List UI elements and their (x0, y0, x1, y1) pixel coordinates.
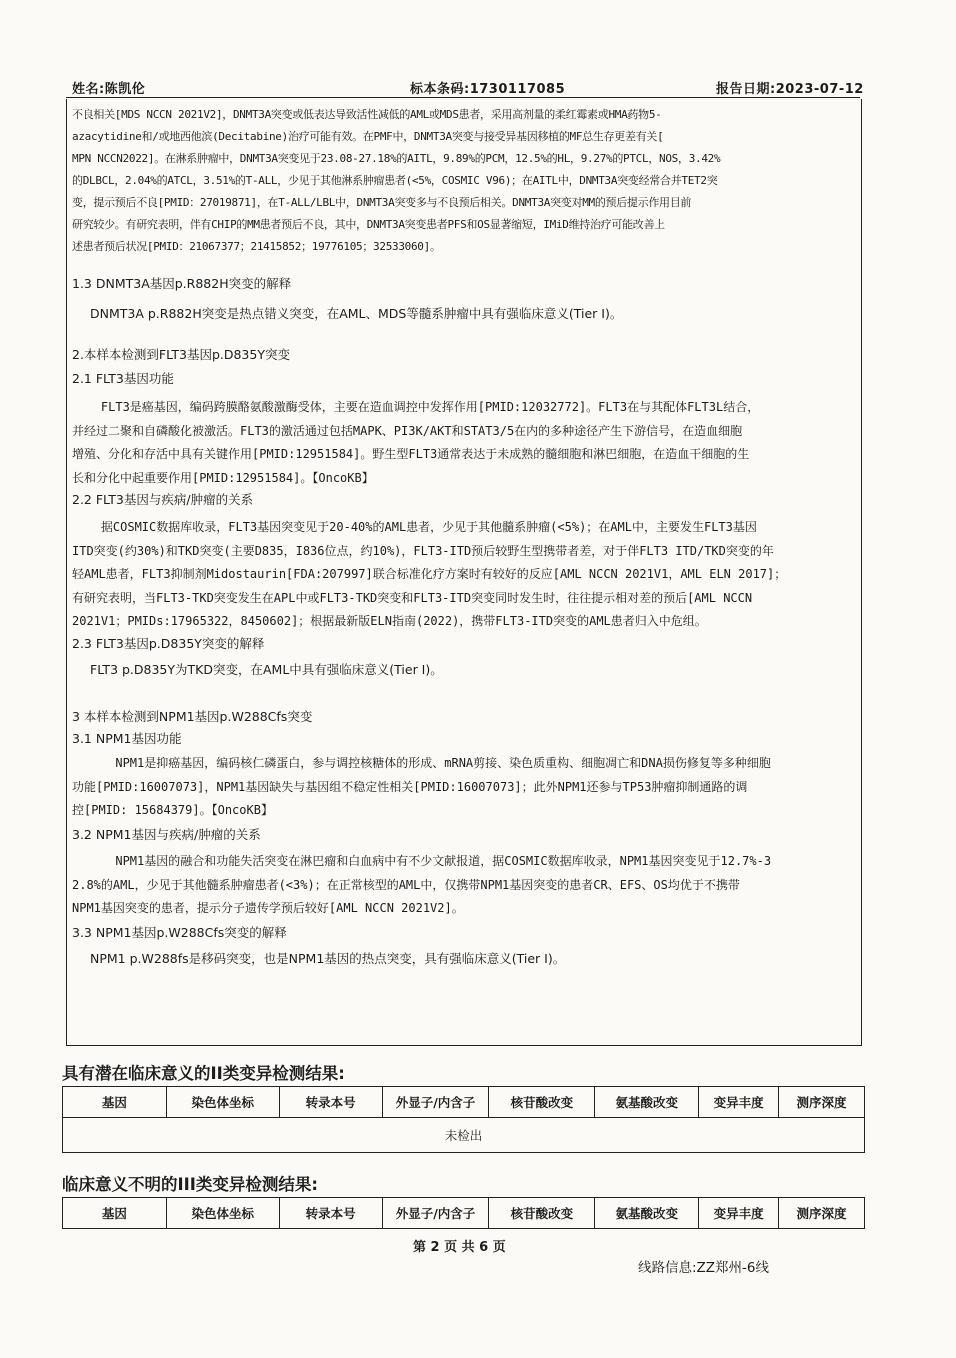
header-rule (66, 97, 860, 98)
col-nucleotide-change: 核苷酸改变 (489, 1087, 595, 1118)
col-vaf: 变异丰度 (699, 1198, 779, 1229)
class-iii-variants-table (62, 1197, 865, 1229)
col-aa-change: 氨基酸改变 (595, 1198, 699, 1229)
section-3-title: 3 本样本检测到NPM1基因p.W288Cfs突变 (72, 709, 313, 724)
class-ii-variants-table (62, 1086, 865, 1153)
col-gene: 基因 (63, 1198, 167, 1229)
section-2-title: 2.本样本检测到FLT3基因p.D835Y突变 (72, 347, 290, 362)
section-3-2-title: 3.2 NPM1基因与疾病/肿瘤的关系 (72, 827, 261, 842)
class-ii-variants-title: 具有潜在临床意义的II类变异检测结果: (62, 1064, 345, 1083)
col-depth: 测序深度 (779, 1087, 865, 1118)
report-date: 报告日期:2023-07-12 (716, 82, 864, 97)
col-vaf: 变异丰度 (699, 1087, 779, 1118)
col-aa-change: 氨基酸改变 (595, 1087, 699, 1118)
section-2-1-text: FLT3是癌基因，编码跨膜酪氨酸激酶受体，主要在造血调控中发挥作用[PMID:12032772]。FLT3在与其配体FLT3L结合， 并经过二聚和自磷酸化被激活。FLT3的激活通过包括MAPK、PI3K/AKT和STAT3/5在内的多种途径产生下游信号，在造血细胞 增殖、分化和存活中具有关键作用[PMID:12951584]。野生型FLT3通常表达于未成熟的髓细胞和淋巴细胞，在造血干细胞的生 长和分化中起重要作用[PMID:12951584]。【OncoKB】 (72, 400, 760, 485)
section-1-3-text: DNMT3A p.R882H突变是热点错义突变，在AML、MDS等髓系肿瘤中具有强临床意义(Tier I)。 (90, 306, 623, 321)
section-2-3-title: 2.3 FLT3基因p.D835Y突变的解释 (72, 636, 265, 651)
col-exon-intron: 外显子/内含子 (382, 1087, 489, 1118)
col-transcript: 转录本号 (279, 1087, 382, 1118)
section-3-1-title: 3.1 NPM1基因功能 (72, 731, 182, 746)
section-3-3-title: 3.3 NPM1基因p.W288Cfs突变的解释 (72, 925, 287, 940)
section-3-3-text: NPM1 p.W288fs是移码突变，也是NPM1基因的热点突变，具有强临床意义(Tier I)。 (90, 951, 566, 966)
col-chrom-coord: 染色体坐标 (166, 1198, 279, 1229)
col-transcript: 转录本号 (279, 1198, 382, 1229)
table-header-row (63, 1087, 865, 1118)
sample-barcode: 标本条码:1730117085 (410, 82, 566, 97)
section-3-1-text: NPM1是抑癌基因，编码核仁磷蛋白，参与调控核糖体的形成、mRNA剪接、染色质重构、细胞凋亡和DNA损伤修复等多种细胞 功能[PMID:16007073]，NPM1基因缺失与基因组不稳定性相关[PMID:16007073]；此外NPM1还参与TP53肿瘤抑制通路的调 控[PMID: 15684379]。【OncoKB】 (72, 756, 771, 817)
col-exon-intron: 外显子/内含子 (382, 1198, 489, 1229)
table-header-row (63, 1198, 865, 1229)
section-1-3-title: 1.3 DNMT3A基因p.R882H突变的解释 (72, 276, 292, 291)
patient-name: 姓名:陈凯伦 (72, 82, 146, 97)
col-nucleotide-change: 核苷酸改变 (489, 1198, 595, 1229)
section-2-2-text: 据COSMIC数据库收录，FLT3基因突变见于20-40%的AML患者，少见于其他髓系肿瘤(<5%)；在AML中，主要发生FLT3基因 ITD突变(约30%)和TKD突变(主要D835，I836位点，约10%)，FLT3-ITD预后较野生型携带者差，对于伴FLT3 ITD/TKD突变的年 轻AML患者，FLT3抑制剂Midostaurin[FDA:207997]联合标准化疗方案时有较好的反应[AML NCCN 2021V1，AML ELN 2017]； 有研究表明，当FLT3-TKD突变发生在APL中或FLT3-TKD突变和FLT3-ITD突变同时发生时，往往提示相对差的预后[AML NCCN 2021V1；PMIDs:17965322，8450602]；根据最新版ELN指南(2022)，携带FLT3-ITD突变的AML患者归入中危组。 (72, 520, 787, 628)
table-row (63, 1118, 865, 1153)
col-chrom-coord: 染色体坐标 (166, 1087, 279, 1118)
line-info: 线路信息:ZZ郑州-6线 (638, 1260, 770, 1276)
page-number: 第 2 页 共 6 页 (413, 1240, 506, 1255)
not-detected-cell: 未检出 (63, 1118, 865, 1153)
section-2-1-title: 2.1 FLT3基因功能 (72, 371, 174, 386)
section-3-2-text: NPM1基因的融合和功能失活突变在淋巴瘤和白血病中有不少文献报道，据COSMIC数据库收录，NPM1基因突变见于12.7%-3 2.8%的AML，少见于其他髓系肿瘤患者(<3%)；在正常核型的AML中，仅携带NPM1基因突变的患者CR、EFS、OS均优于不携带 NPM1基因突变的患者，提示分子遗传学预后较好[AML NCCN 2021V2]。 (72, 854, 772, 915)
col-gene: 基因 (63, 1087, 167, 1118)
class-iii-variants-title: 临床意义不明的III类变异检测结果: (62, 1175, 319, 1194)
section-2-2-title: 2.2 FLT3基因与疾病/肿瘤的关系 (72, 492, 254, 507)
col-depth: 测序深度 (779, 1198, 865, 1229)
dnmt3a-disease-text: 不良相关[MDS NCCN 2021V2]，DNMT3A突变或低表达导致活性减低的AML或MDS患者，采用高剂量的柔红霉素或HMA药物5- azacytidine和/或地西他滨(Decitabine)治疗可能有效。在PMF中，DNMT3A突变与接受异基因移植的MF总生存更差有关[ MPN NCCN2022]。在淋系肿瘤中，DNMT3A突变见于23.08-27.18%的AITL，9.89%的PCM，12.5%的HL，9.27%的PTCL，NOS，3.42% 的DLBCL，2.04%的ATCL，3.51%的T-ALL，少见于其他淋系肿瘤患者(<5%，COSMIC V96)；在AITL中，DNMT3A突变经常合并TET2突 变，提示预后不良[PMID：27019871]，在T-ALL/LBL中，DNMT3A突变多与不良预后相关。DNMT3A突变对MM的预后提示作用目前 研究较少。有研究表明，伴有CHIP的MM患者预后不良，其中，DNMT3A突变患者PFS和OS显著缩短，IMiD维持治疗可能改善上 述患者预后状况[PMID：21067377；21415852；19776105；32533060]。 (72, 108, 721, 253)
section-2-3-text: FLT3 p.D835Y为TKD突变，在AML中具有强临床意义(Tier I)。 (90, 662, 443, 677)
